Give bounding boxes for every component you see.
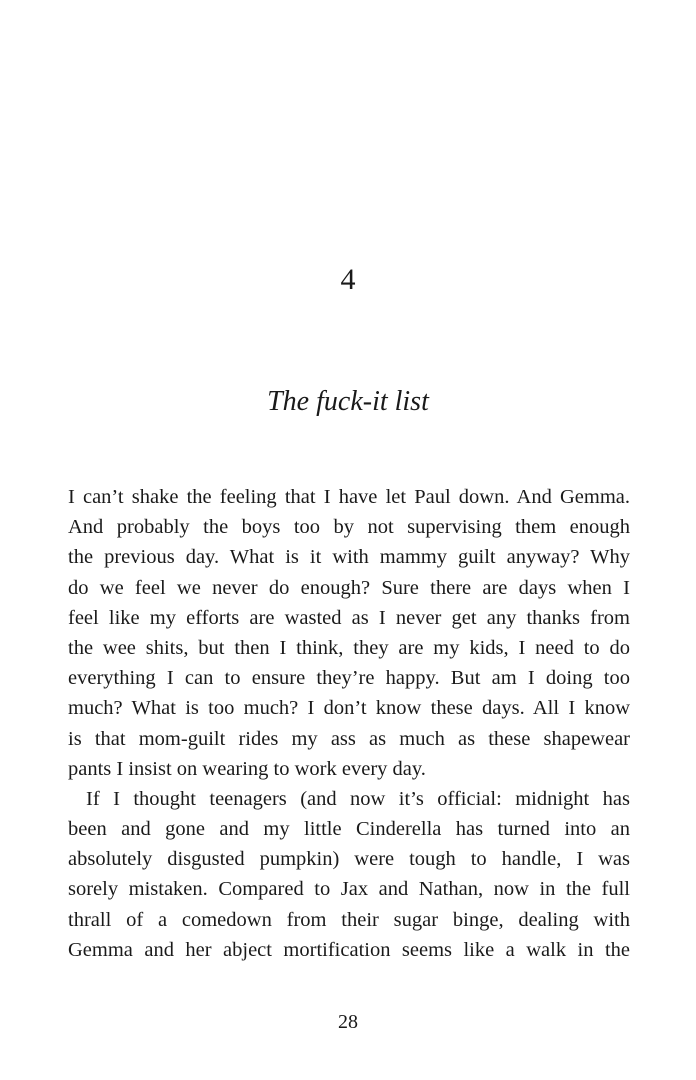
- text-line: I can’t shake the feeling that I have let Paul down. And Gemma.: [68, 486, 630, 508]
- chapter-number: 4: [340, 263, 356, 296]
- text-line: And probably the boys too by not supervising them enough: [68, 516, 630, 539]
- text-line: much? What is too much? I don’t know these days. All I know: [68, 697, 630, 720]
- chapter-title: The fuck-it list: [267, 386, 429, 417]
- text-line: pants I insist on wearing to work every day.: [68, 757, 426, 780]
- text-line: is that mom-guilt rides my ass as much as these shapewear: [68, 727, 630, 750]
- text-line: do we feel we never do enough? Sure there are days when I: [68, 576, 630, 599]
- text-line: been and gone and my little Cinderella has turned into an: [68, 818, 630, 841]
- text-line: absolutely disgusted pumpkin) were tough to handle, I was: [68, 848, 630, 871]
- paragraph-1: [68, 482, 630, 784]
- body-text: [68, 482, 630, 965]
- text-line: thrall of a comedown from their sugar binge, dealing with: [68, 908, 630, 931]
- text-line: Gemma and her abject mortification seems like a walk in the: [68, 938, 630, 961]
- text-line: feel like my efforts are wasted as I never get any thanks from: [68, 606, 630, 629]
- text-line: everything I can to ensure they’re happy. But am I doing too: [68, 667, 630, 690]
- text-line: sorely mistaken. Compared to Jax and Nathan, now in the full: [68, 878, 630, 901]
- text-line: If I thought teenagers (and now it’s official: midnight has: [86, 787, 630, 810]
- paragraph-2: [68, 784, 630, 965]
- page-number: 28: [338, 1011, 358, 1033]
- text-line: the wee shits, but then I think, they are my kids, I need to do: [68, 636, 630, 659]
- text-line: the previous day. What is it with mammy guilt anyway? Why: [68, 546, 630, 569]
